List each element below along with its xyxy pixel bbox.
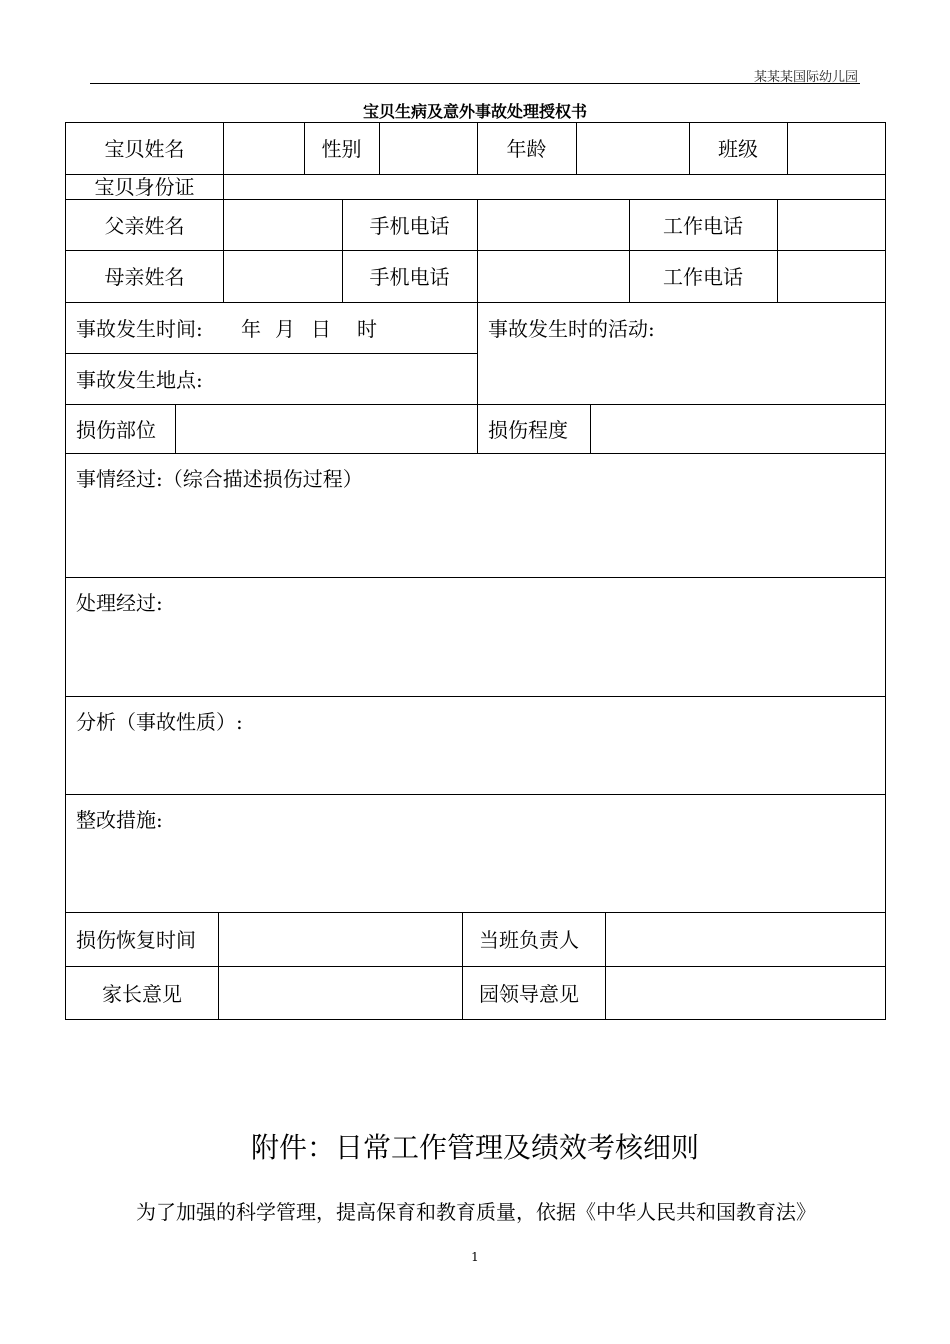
row-divider	[66, 794, 886, 795]
injury-degree-label: 损伤程度	[488, 418, 568, 442]
accident-month-unit: 月	[275, 317, 295, 341]
form-title: 宝贝生病及意外事故处理授权书	[362, 102, 587, 121]
accident-hour-unit: 时	[357, 317, 377, 341]
row-divider	[66, 302, 886, 303]
injury-part-label: 损伤部位	[76, 418, 156, 442]
recovery-time-label: 损伤恢复时间	[76, 928, 196, 952]
child-name-label: 宝贝姓名	[104, 137, 185, 161]
row-divider	[66, 404, 886, 405]
father-name-label: 父亲姓名	[104, 214, 185, 238]
col-divider	[576, 123, 577, 174]
col-divider	[223, 174, 224, 199]
row-divider	[66, 250, 886, 251]
gender-label: 性别	[321, 137, 362, 161]
child-id-label: 宝贝身份证	[94, 175, 195, 199]
row-divider	[66, 966, 886, 967]
col-divider	[477, 302, 478, 404]
col-divider	[223, 199, 224, 302]
rectification-label: 整改措施:	[76, 808, 163, 832]
accident-year-unit: 年	[241, 317, 261, 341]
parent-opinion-label: 家长意见	[102, 982, 182, 1006]
col-divider	[605, 912, 606, 1020]
accident-place-label: 事故发生地点:	[76, 368, 203, 392]
col-divider	[777, 199, 778, 302]
class-label: 班级	[718, 137, 758, 161]
header-rule	[90, 83, 860, 84]
analysis-label: 分析（事故性质）:	[76, 710, 243, 734]
incident-process-label: 事情经过:（综合描述损伤过程）	[76, 467, 363, 491]
col-divider	[218, 912, 219, 1020]
leader-opinion-label: 园领导意见	[479, 982, 579, 1006]
duty-person-label: 当班负责人	[479, 928, 579, 952]
authorization-form-table	[65, 122, 886, 1020]
col-divider	[477, 404, 478, 453]
col-divider	[787, 123, 788, 174]
appendix-paragraph: 为了加强的科学管理，提高保育和教育质量，依据《中华人民共和国教育法》	[136, 1200, 816, 1224]
col-divider	[477, 199, 478, 302]
row-divider	[66, 199, 886, 200]
row-divider	[66, 912, 886, 913]
mother-name-label: 母亲姓名	[104, 265, 185, 289]
accident-day-unit: 日	[311, 317, 331, 341]
accident-activity-label: 事故发生时的活动:	[488, 317, 655, 341]
row-divider	[66, 353, 477, 354]
col-divider	[590, 404, 591, 453]
father-mobile-label: 手机电话	[369, 214, 450, 238]
row-divider	[66, 453, 886, 454]
row-divider	[66, 696, 886, 697]
page-number: 1	[471, 1250, 479, 1264]
row-divider	[66, 577, 886, 578]
col-divider	[379, 123, 380, 174]
handling-process-label: 处理经过:	[76, 591, 163, 615]
accident-time-label: 事故发生时间:	[76, 317, 203, 341]
col-divider	[223, 123, 224, 174]
appendix-title: 附件：日常工作管理及绩效考核细则	[250, 1131, 699, 1164]
col-divider	[462, 912, 463, 1020]
age-label: 年龄	[506, 137, 547, 161]
mother-work-phone-label: 工作电话	[663, 265, 743, 289]
page-header-org: 某某某国际幼儿园	[753, 70, 858, 85]
father-work-phone-label: 工作电话	[663, 214, 743, 238]
mother-mobile-label: 手机电话	[369, 265, 450, 289]
col-divider	[175, 404, 176, 453]
